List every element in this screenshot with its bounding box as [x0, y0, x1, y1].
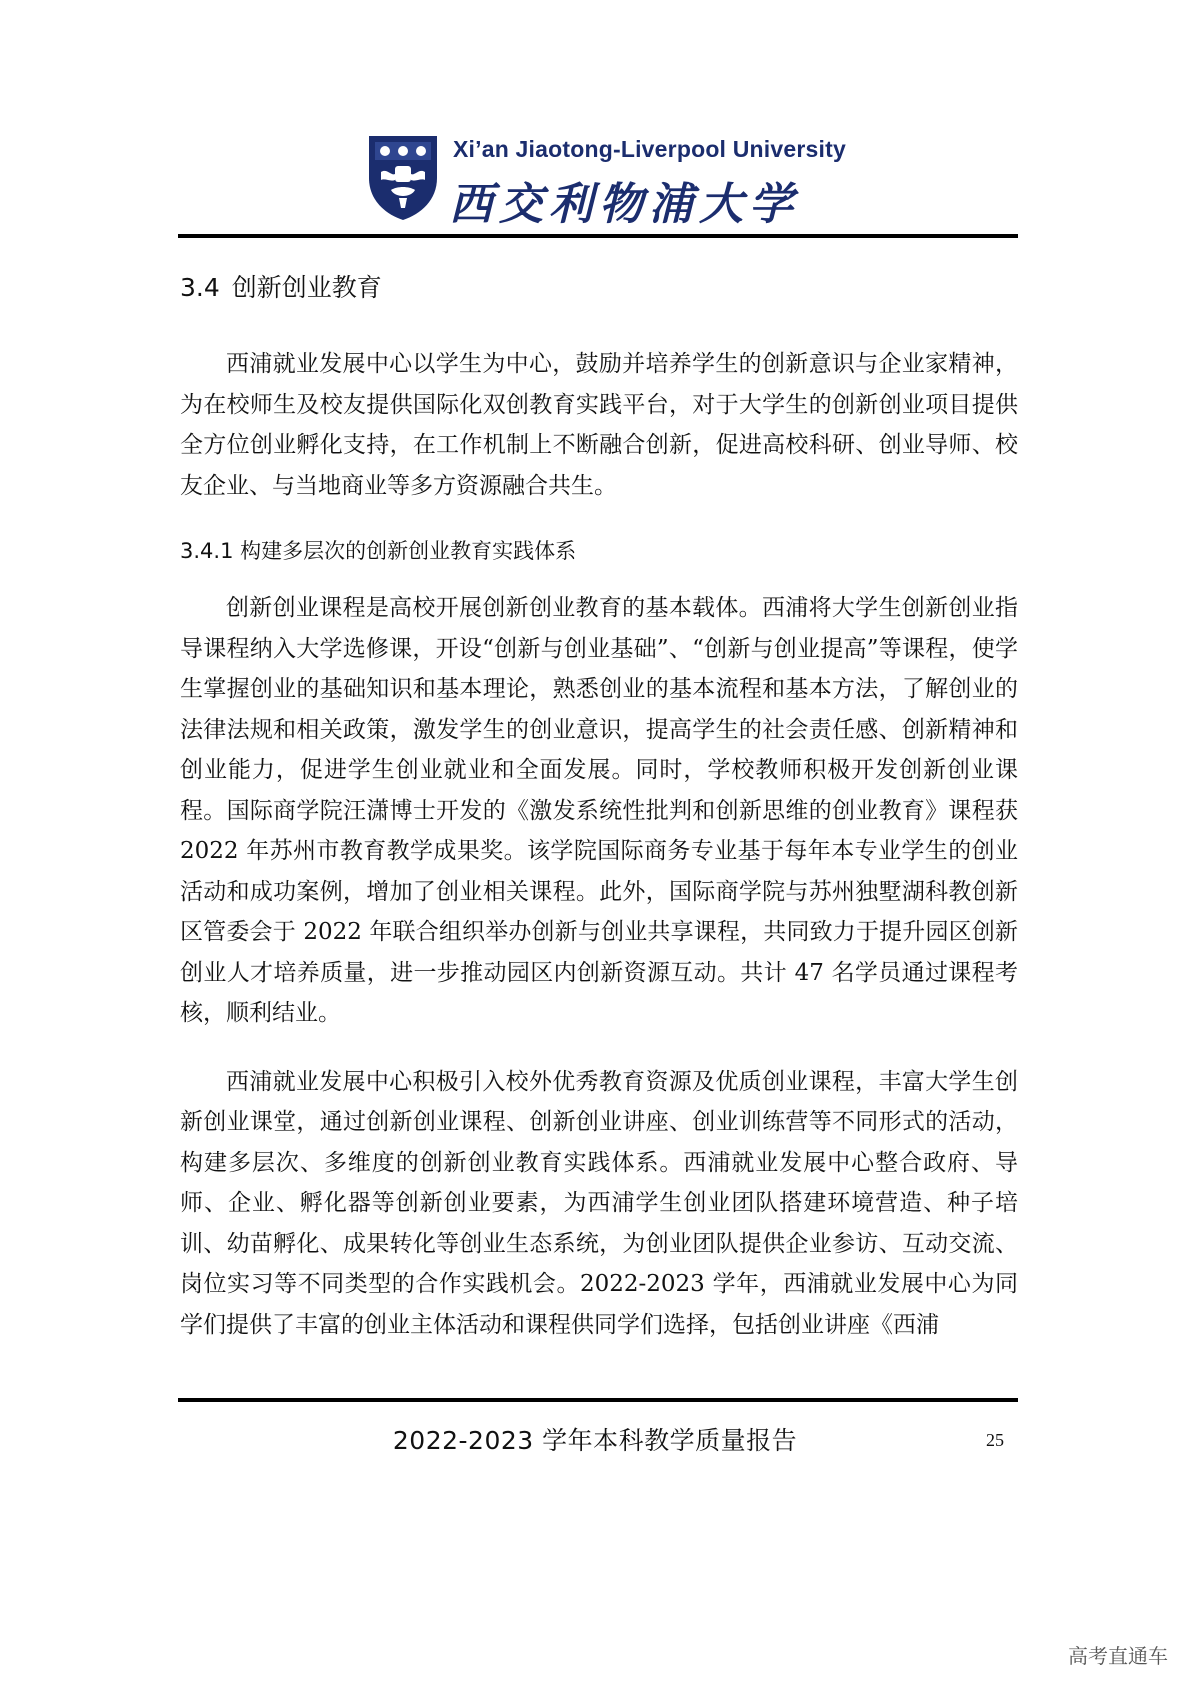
- footer-divider: [178, 1398, 1018, 1402]
- section-title: 创新创业教育: [231, 273, 382, 302]
- document-body: [180, 268, 1018, 1373]
- university-name-english: Xi’an Jiaotong-Liverpool University: [453, 136, 846, 162]
- intro-paragraph: 西浦就业发展中心以学生为中心，鼓励并培养学生的创新意识与企业家精神，为在校师生及校友提供国际化双创教育实践平台，对于大学生的创新创业项目提供全方位创业孵化支持，在工作机制上不断融合创新，促进高校科研、创业导师、校友企业、与当地商业等多方资源融合共生。: [180, 351, 1018, 499]
- watermark-text: 高考直通车: [1068, 1644, 1168, 1668]
- page-number: 25: [986, 1430, 1004, 1450]
- body-paragraph-2: 西浦就业发展中心积极引入校外优秀教育资源及优质创业课程，丰富大学生创新创业课堂，通过创新创业课程、创新创业讲座、创业训练营等不同形式的活动，构建多层次、多维度的创新创业教育实践体系。西浦就业发展中心整合政府、导师、企业、孵化器等创新创业要素，为西浦学生创业团队搭建环境营造、种子培训、幼苗孵化、成果转化等创业生态系统，为创业团队提供企业参访、互动交流、岗位实习等不同类型的合作实践机会。2022-2023 学年，西浦就业发展中心为同学们提供了丰富的创业主体活动和课程供同学们选择，包括创业讲座《西浦: [180, 1068, 1018, 1338]
- report-title-footer: 2022-2023 学年本科教学质量报告: [392, 1426, 798, 1455]
- university-header: [365, 132, 845, 232]
- body-paragraph-1: 创新创业课程是高校开展创新创业教育的基本载体。西浦将大学生创新创业指导课程纳入大学选修课，开设“创新与创业基础”、“创新与创业提高”等课程，使学生掌握创业的基础知识和基本理论，熟悉创业的基本流程和基本方法，了解创业的法律法规和相关政策，激发学生的创业意识，提高学生的社会责任感、创新精神和创业能力，促进学生创业就业和全面发展。同时，学校教师积极开发创新创业课程。国际商学院汪潇博士开发的《激发系统性批判和创新思维的创业教育》课程获 2022 年苏州市教育教学成果奖。该学院国际商务专业基于每年本专业学生的创业活动和成功案例，增加了创业相关课程。此外，国际商学院与苏州独墅湖科教创新区管委会于 2022 年联合组织举办创新与创业共享课程，共同致力于提升园区创新创业人才培养质量，进一步推动园区内创新资源互动。共计 47 名学员通过课程考核，顺利结业。: [180, 595, 1018, 1026]
- header-divider: [178, 234, 1018, 238]
- subsection-heading: 3.4.1 构建多层次的创新创业教育实践体系: [180, 539, 577, 563]
- section-heading: [180, 268, 1018, 308]
- university-crest-logo: [365, 132, 441, 222]
- university-name-chinese: 西交利物浦大学: [449, 179, 799, 230]
- section-number: 3.4: [180, 273, 220, 302]
